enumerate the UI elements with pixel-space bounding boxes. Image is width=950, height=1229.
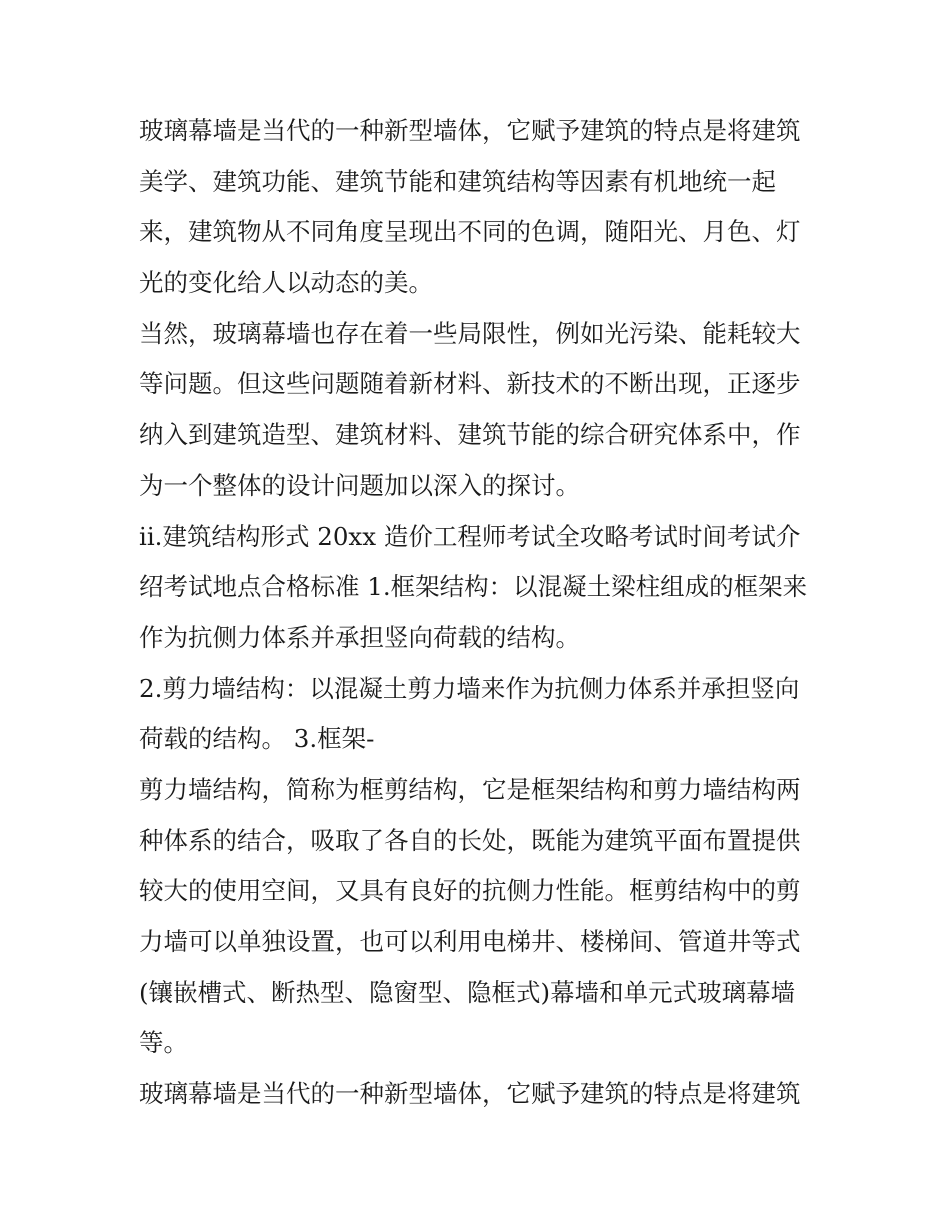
text-line: 较大的使用空间，又具有良好的抗侧力性能。框剪结构中的剪 — [139, 876, 801, 906]
text-line: 美学、建筑功能、建筑节能和建筑结构等因素有机地统一起 — [139, 166, 776, 196]
text-line: 等。 — [139, 1028, 188, 1058]
text-line: 剪力墙结构，简称为框剪结构，它是框架结构和剪力墙结构两 — [139, 774, 801, 804]
text-line: 玻璃幕墙是当代的一种新型墙体，它赋予建筑的特点是将建筑 — [139, 1079, 801, 1109]
text-line: 为一个整体的设计问题加以深入的探讨。 — [139, 470, 580, 500]
text-line: (镶嵌槽式、断热型、隐窗型、隐框式)幕墙和单元式玻璃幕墙 — [139, 977, 796, 1007]
text-line: 种体系的结合，吸取了各自的长处，既能为建筑平面布置提供 — [139, 825, 801, 855]
text-line: 玻璃幕墙是当代的一种新型墙体，它赋予建筑的特点是将建筑 — [139, 116, 801, 145]
text-line: 等问题。但这些问题随着新材料、新技术的不断出现，正逐步 — [139, 369, 801, 399]
text-line: 作为抗侧力体系并承担竖向荷载的结构。 — [139, 622, 580, 652]
text-line: 力墙可以单独设置，也可以利用电梯井、楼梯间、管道井等式 — [139, 927, 801, 956]
text-line: 荷载的结构。 3.框架- — [139, 724, 375, 754]
text-line: ii.建筑结构形式 20xx 造价工程师考试全攻略考试时间考试介 — [139, 521, 801, 551]
text-line: 绍考试地点合格标准 1.框架结构：以混凝土梁柱组成的框架来 — [139, 572, 808, 602]
text-line: 来，建筑物从不同角度呈现出不同的色调，随阳光、月色、灯 — [139, 217, 801, 247]
text-line: 当然，玻璃幕墙也存在着一些局限性，例如光污染、能耗较大 — [139, 318, 801, 348]
text-line: 2.剪力墙结构：以混凝土剪力墙来作为抗侧力体系并承担竖向 — [139, 673, 800, 703]
document-body — [139, 106, 819, 1120]
text-line: 纳入到建筑造型、建筑材料、建筑节能的综合研究体系中，作 — [139, 420, 801, 450]
text-line: 光的变化给人以动态的美。 — [139, 268, 433, 298]
